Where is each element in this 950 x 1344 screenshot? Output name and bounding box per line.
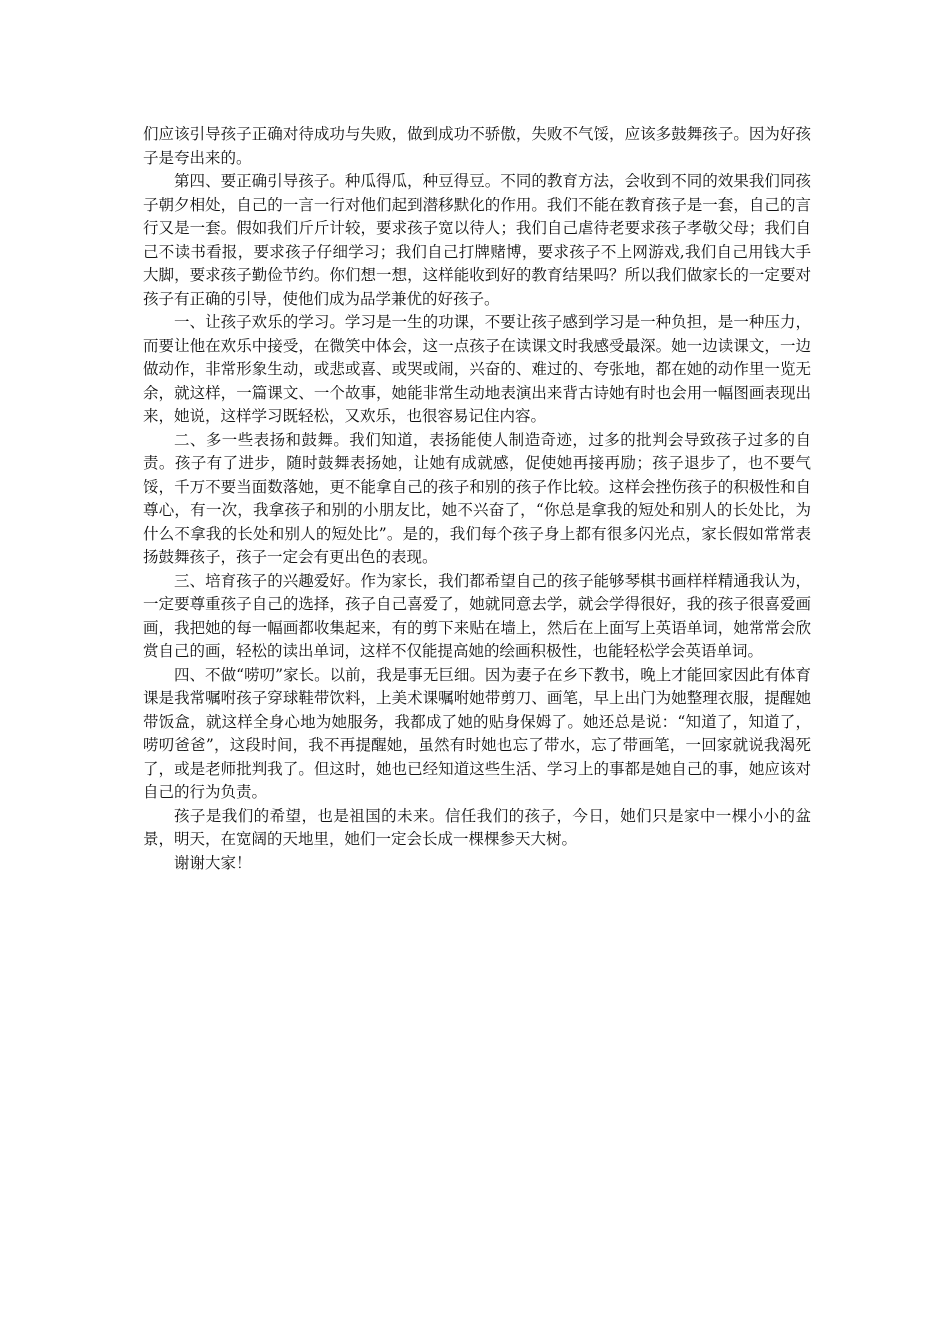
paragraph-interests: 三、培育孩子的兴趣爱好。作为家长，我们都希望自己的孩子能够琴棋书画样样精通我认为，一定要尊重孩子自己的选择，孩子自己喜爱了，她就同意去学，就会学得很好，我的孩子很喜爱画画，我把她的每一幅画都收集起来，有的剪下来贴在墙上，然后在上面写上英语单词，她常常会欣赏自己的画，轻松的读出单词，这样不仅能提高她的绘画积极性，也能轻松学会英语单词。 [143,571,811,660]
paragraph-praise: 二、多一些表扬和鼓舞。我们知道，表扬能使人制造奇迹，过多的批判会导致孩子过多的自责。孩子有了进步，随时鼓舞表扬她，让她有成就感，促使她再接再励；孩子退步了，也不要气馁，千万不要当面数落她，更不能拿自己的孩子和别的孩子作比较。这样会挫伤孩子的积极性和自尊心，有一次，我拿孩子和别的小朋友比，她不兴奋了，“你总是拿我的短处和别人的长处比，为什么不拿我的长处和别人的短处比”。是的，我们每个孩子身上都有很多闪光点，家长假如常常表扬鼓舞孩子，孩子一定会有更出色的表现。 [143,430,811,566]
paragraph-guidance: 第四、要正确引导孩子。种瓜得瓜，种豆得豆。不同的教育方法，会收到不同的效果我们同孩子朝夕相处，自己的一言一行对他们起到潜移默化的作用。我们不能在教育孩子是一套，自己的言行又是一套。假如我们斤斤计较，要求孩子宽以待人；我们自己虐待老要求孩子孝敬父母；我们自己不读书看报，要求孩子仔细学习；我们自己打牌赌博，要求孩子不上网游戏,我们自己用钱大手大脚，要求孩子勤俭节约。你们想一想，这样能收到好的教育结果吗？所以我们做家长的一定要对孩子有正确的引导，使他们成为品学兼优的好孩子。 [143,172,811,308]
document-page [143,123,811,875]
paragraph-conclusion: 孩子是我们的希望，也是祖国的未来。信任我们的孩子，今日，她们只是家中一棵小小的盆景，明天，在宽阔的天地里，她们一定会长成一棵棵参天大树。 [143,806,811,848]
paragraph-no-nagging: 四、不做“唠叨”家长。以前，我是事无巨细。因为妻子在乡下教书，晚上才能回家因此有体育课是我常嘱咐孩子穿球鞋带饮料，上美术课嘱咐她带剪刀、画笔，早上出门为她整理衣服，提醒她带饭盒，就这样全身心地为她服务，我都成了她的贴身保姆了。她还总是说：“知道了，知道了，唠叨爸爸”，这段时间，我不再提醒她，虽然有时她也忘了带水，忘了带画笔，一回家就说我渴死了，或是老师批判我了。但这时，她也已经知道这些生活、学习上的事都是她自己的事，她应该对自己的行为负责。 [143,665,811,801]
paragraph-continuation: 们应该引导孩子正确对待成功与失败，做到成功不骄傲，失败不气馁，应该多鼓舞孩子。因为好孩子是夸出来的。 [143,125,811,167]
paragraph-thanks: 谢谢大家！ [174,853,252,872]
paragraph-happy-learning: 一、让孩子欢乐的学习。学习是一生的功课，不要让孩子感到学习是一种负担，是一种压力，而要让他在欢乐中接受，在微笑中体会，这一点孩子在读课文时我感受最深。她一边读课文，一边做动作，非常形象生动，或悲或喜、或哭或闹，兴奋的、难过的、夸张地，都在她的动作里一览无余，就这样，一篇课文、一个故事，她能非常生动地表演出来背古诗她有时也会用一幅图画表现出来，她说，这样学习既轻松，又欢乐，也很容易记住内容。 [143,313,811,425]
